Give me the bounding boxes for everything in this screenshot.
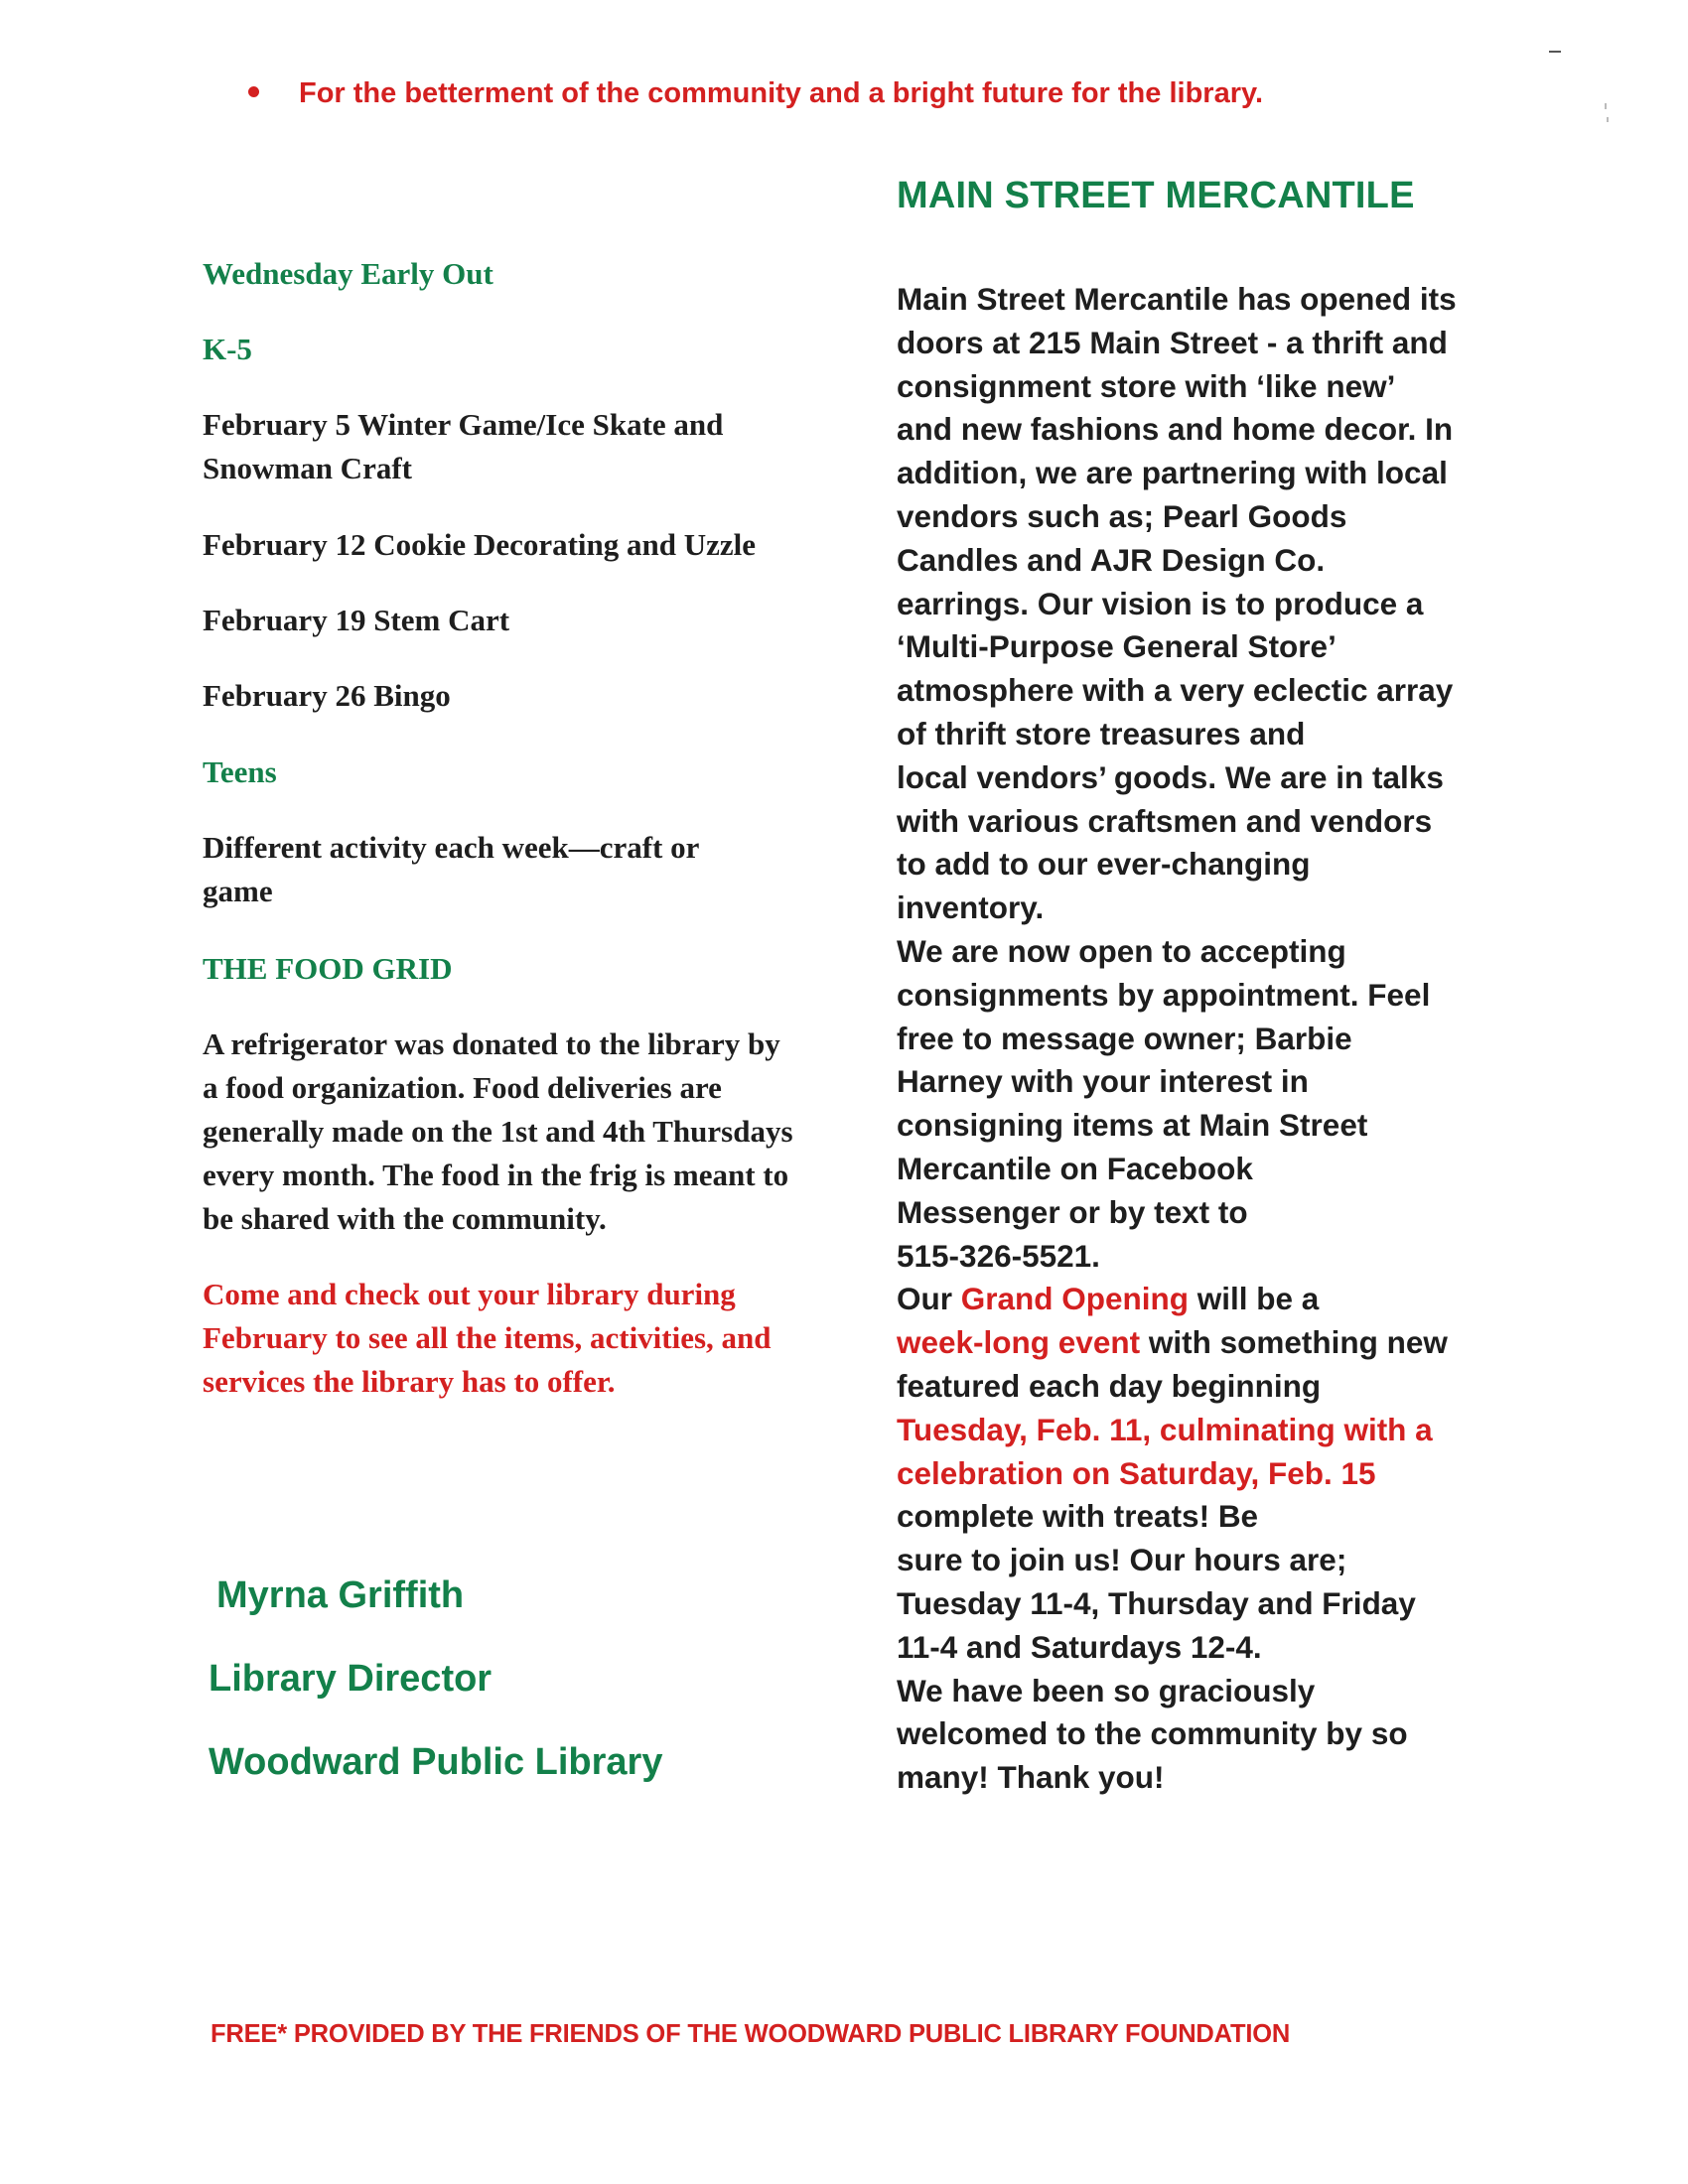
grand-opening-highlight: Grand Opening [960, 1281, 1190, 1317]
article-line: featured each day beginning [897, 1367, 1322, 1404]
footer-credit: FREE* PROVIDED BY THE FRIENDS OF THE WOODWARD PUBLIC LIBRARY FOUNDATION [211, 2020, 1291, 2048]
director-title: Library Director [209, 1658, 492, 1700]
week-long-highlight: week-long event [897, 1324, 1141, 1361]
signature-block [209, 1554, 662, 1804]
scan-mark [1607, 117, 1609, 122]
teens-heading: Teens [203, 754, 277, 789]
mercantile-article [897, 278, 1492, 1800]
article-line: doors at 215 Main Street - a thrift and [897, 324, 1448, 360]
top-bullet [248, 77, 1263, 110]
food-grid-text: A refrigerator was donated to the library by a food organization. Food deliveries are generally made on the 1st and 4th Thursdays every month. The food in the frig is meant to be shared with the community. [203, 1026, 793, 1236]
food-grid-heading: THE FOOD GRID [203, 951, 453, 986]
article-line: inventory. [897, 889, 1045, 926]
article-line: We have been so graciously [897, 1672, 1316, 1708]
article-line: Harney with your interest in [897, 1063, 1309, 1100]
article-line: Mercantile on Facebook [897, 1150, 1253, 1186]
article-line [897, 1321, 1492, 1365]
article-line: many! Thank you! [897, 1759, 1165, 1796]
article-line: sure to join us! Our hours are; [897, 1542, 1347, 1578]
article-line: Main Street Mercantile has opened its [897, 281, 1457, 317]
scan-mark [1549, 51, 1561, 53]
date-highlight-line: Tuesday, Feb. 11, culminating with a [897, 1411, 1433, 1447]
bullet-dot-icon [248, 86, 259, 97]
article-line: Messenger or by text to [897, 1193, 1248, 1230]
date-highlight-line: celebration on Saturday, Feb. 15 [897, 1454, 1376, 1491]
article-line: We are now open to accepting [897, 932, 1346, 969]
article-line: local vendors’ goods. We are in talks [897, 758, 1444, 795]
top-bullet-text: For the betterment of the community and a bright future for the library. [299, 77, 1264, 109]
article-line: earrings. Our vision is to produce a [897, 585, 1424, 621]
article-line: and new fashions and home decor. In [897, 411, 1454, 448]
event-item: February 26 Bingo [203, 678, 451, 713]
event-item: February 19 Stem Cart [203, 603, 510, 637]
article-text: Our [897, 1281, 961, 1317]
teens-text: Different activity each week—craft or game [203, 830, 699, 908]
article-line: welcomed to the community by so [897, 1715, 1408, 1752]
article-text: with something new [1140, 1324, 1448, 1361]
event-item: February 5 Winter Game/Ice Skate and Snowman Craft [203, 407, 724, 485]
mercantile-title: MAIN STREET MERCANTILE [897, 175, 1415, 216]
director-name: Myrna Griffith [216, 1574, 465, 1616]
article-line: atmosphere with a very eclectic array [897, 672, 1454, 709]
article-line: addition, we are partnering with local [897, 455, 1448, 491]
k5-heading: K-5 [203, 332, 252, 366]
article-line: Tuesday 11-4, Thursday and Friday [897, 1584, 1416, 1621]
article-line [897, 1278, 1492, 1321]
article-line: consignment store with ‘like new’ [897, 367, 1396, 404]
article-line: consignments by appointment. Feel [897, 976, 1431, 1013]
article-line: of thrift store treasures and [897, 715, 1306, 751]
article-text: will be a [1189, 1281, 1320, 1317]
article-line: 11-4 and Saturdays 12-4. [897, 1628, 1262, 1665]
article-line: vendors such as; Pearl Goods [897, 497, 1347, 534]
article-line: complete with treats! Be [897, 1498, 1259, 1535]
event-item: February 12 Cookie Decorating and Uzzle [203, 527, 757, 562]
article-line: consigning items at Main Street [897, 1107, 1368, 1144]
article-line: free to message owner; Barbie [897, 1020, 1352, 1056]
library-name: Woodward Public Library [209, 1741, 663, 1783]
invite-text: Come and check out your library during February to see all the items, activities, and services the library has to offer. [203, 1277, 772, 1399]
early-out-heading: Wednesday Early Out [203, 256, 493, 291]
article-line: ‘Multi-Purpose General Store’ [897, 628, 1336, 665]
article-line: with various craftsmen and vendors [897, 802, 1433, 839]
article-line: Candles and AJR Design Co. [897, 541, 1326, 578]
scan-mark [1605, 103, 1607, 109]
article-line: to add to our ever-changing [897, 846, 1311, 883]
article-line: 515-326-5521. [897, 1237, 1100, 1274]
